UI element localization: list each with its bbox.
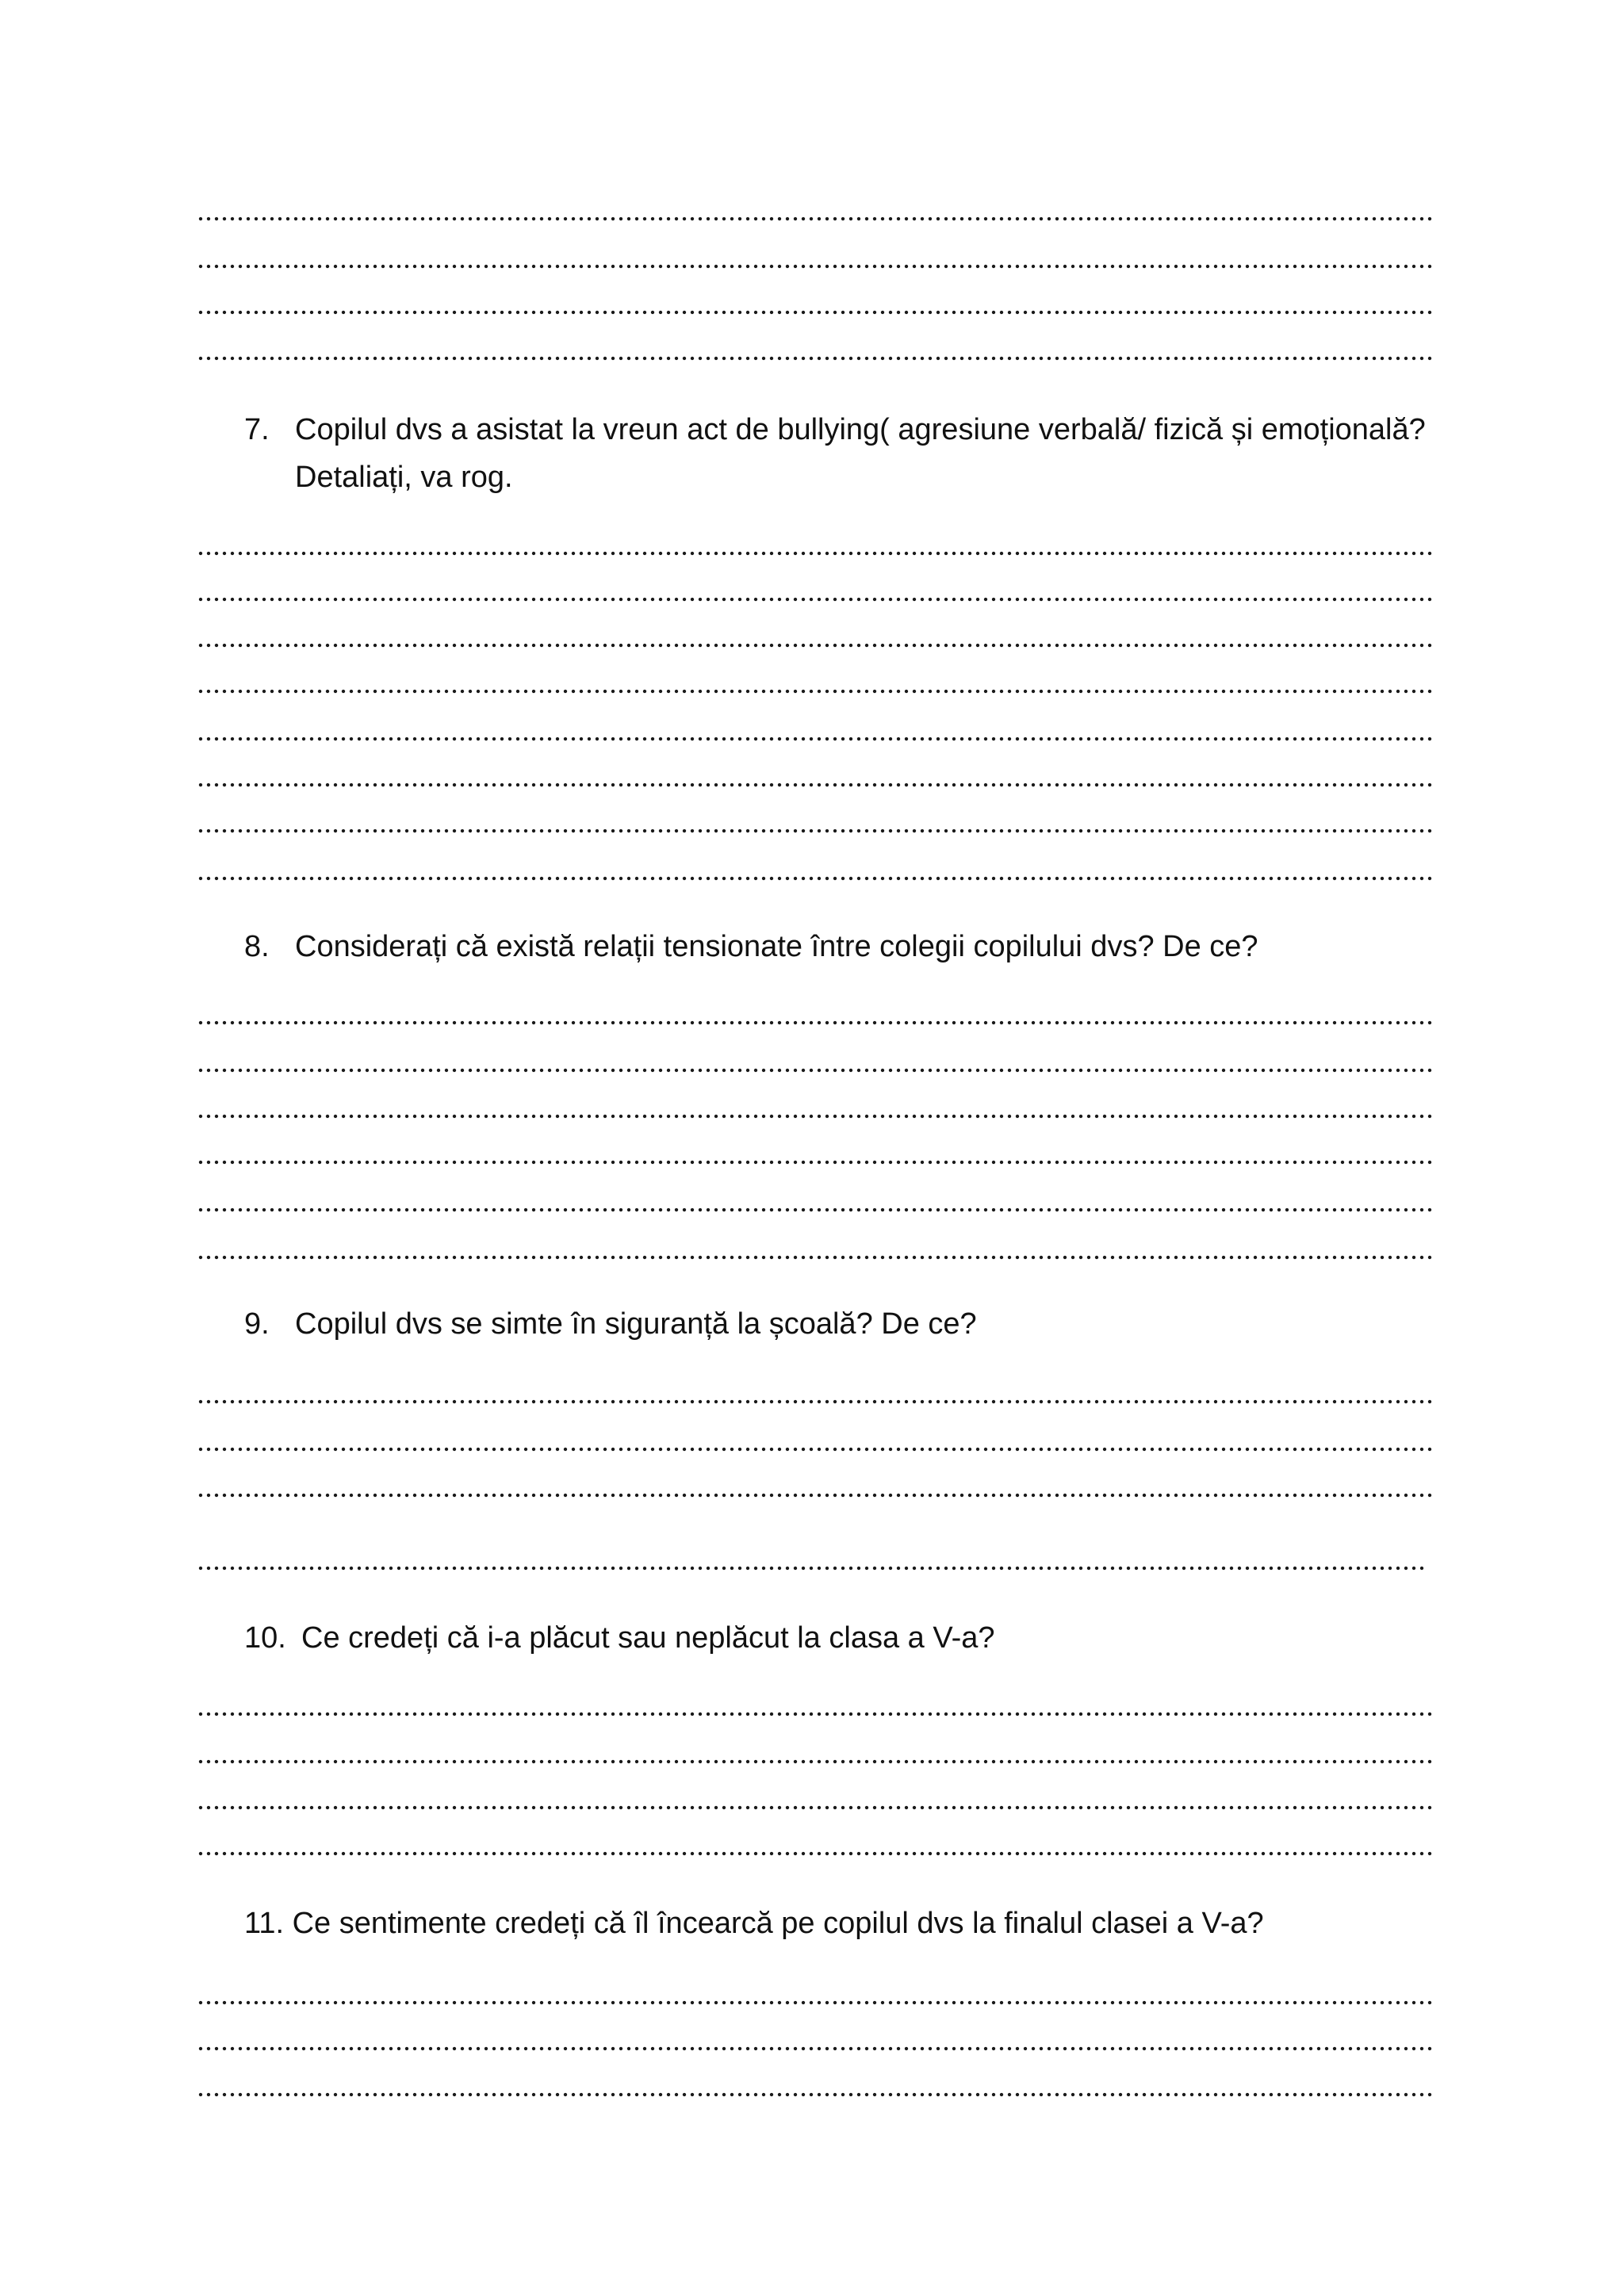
- answer-line[interactable]: [197, 1998, 1435, 2007]
- answer-line[interactable]: [197, 687, 1435, 696]
- answer-line[interactable]: [197, 549, 1435, 558]
- answer-line[interactable]: [197, 1490, 1435, 1500]
- answer-line[interactable]: [197, 1803, 1435, 1812]
- question-text: Ce credeți că i-a plăcut sau neplăcut la clasa a V-a?: [301, 1621, 995, 1655]
- answer-line[interactable]: [197, 1445, 1435, 1454]
- answer-line[interactable]: [197, 1112, 1435, 1121]
- question-number: 8.: [244, 930, 270, 963]
- answer-line[interactable]: [197, 214, 1435, 224]
- answer-line[interactable]: [197, 874, 1435, 883]
- answer-line[interactable]: [197, 780, 1435, 790]
- question-text: Copilul dvs a asistat la vreun act de bullying( agresiune verbală/ fizică și emoțională?: [295, 413, 1426, 446]
- answer-line[interactable]: [197, 354, 1435, 363]
- answer-line[interactable]: [197, 308, 1435, 317]
- question-text: Considerați că există relații tensionate între colegii copilului dvs? De ce?: [295, 930, 1258, 963]
- answer-line[interactable]: [197, 1563, 1427, 1573]
- answer-line[interactable]: [197, 641, 1435, 650]
- answer-line[interactable]: [197, 2090, 1435, 2099]
- answer-line[interactable]: [197, 1849, 1435, 1858]
- answer-line[interactable]: [197, 262, 1435, 271]
- answer-line[interactable]: [197, 1066, 1435, 1075]
- question-text-line2: Detaliați, va rog.: [295, 461, 513, 494]
- answer-line[interactable]: [197, 1205, 1435, 1215]
- answer-line[interactable]: [197, 1397, 1435, 1406]
- answer-line[interactable]: [197, 1253, 1435, 1262]
- answer-line[interactable]: [197, 1158, 1435, 1167]
- question-text: Copilul dvs se simte în siguranță la școală? De ce?: [295, 1307, 977, 1341]
- answer-line[interactable]: [197, 595, 1435, 604]
- answer-line[interactable]: [197, 1018, 1435, 1027]
- question-number: 9.: [244, 1307, 270, 1341]
- answer-line[interactable]: [197, 2044, 1435, 2053]
- answer-line[interactable]: [197, 1757, 1435, 1766]
- answer-line[interactable]: [197, 826, 1435, 836]
- question-text: 11. Ce sentimente credeți că îl încearcă pe copilul dvs la finalul clasei a V-a?: [244, 1907, 1264, 1940]
- answer-line[interactable]: [197, 734, 1435, 744]
- question-number: 10.: [244, 1621, 286, 1655]
- question-number: 7.: [244, 413, 270, 446]
- answer-line[interactable]: [197, 1709, 1435, 1719]
